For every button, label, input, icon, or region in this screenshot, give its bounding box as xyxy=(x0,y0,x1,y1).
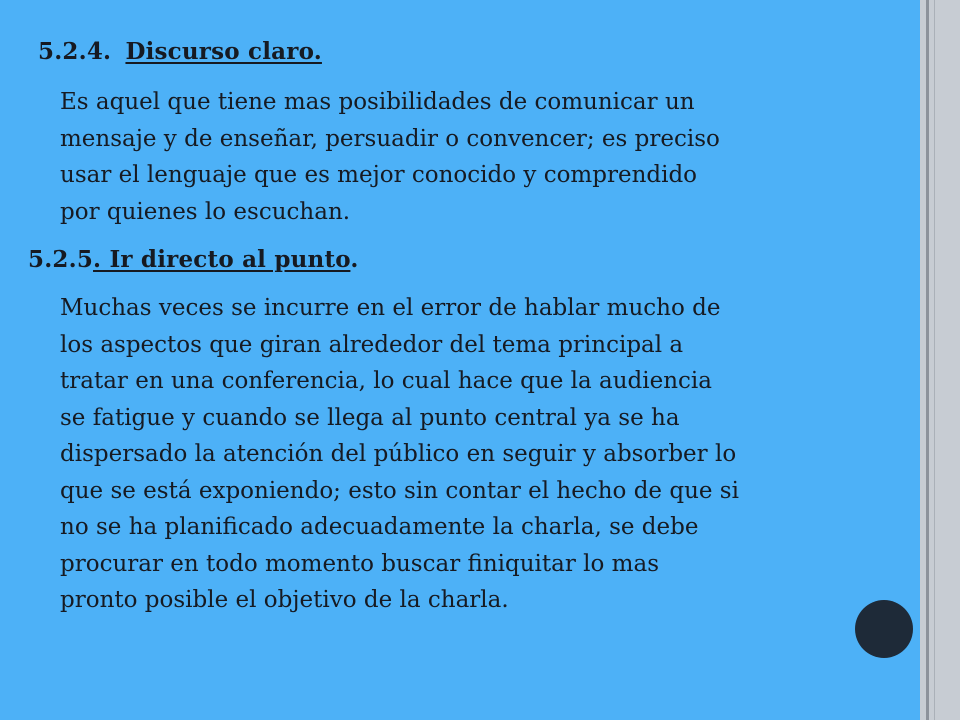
section-number: 5.2.4. xyxy=(38,38,112,65)
section-heading-5-2-4 xyxy=(38,38,322,65)
paragraph-line: Muchas veces se incurre en el error de hablar mucho de xyxy=(60,295,721,321)
section-title: . Ir directo al punto xyxy=(93,246,351,273)
slide-right-border xyxy=(920,0,960,720)
paragraph-line: mensaje y de enseñar, persuadir o convencer; es preciso xyxy=(60,125,720,152)
paragraph-line: tratar en una conferencia, lo cual hace que la audiencia xyxy=(60,368,712,394)
section-title: Discurso claro. xyxy=(125,38,322,65)
paragraph-discurso-claro xyxy=(60,84,910,230)
section-title-period: . xyxy=(350,246,359,273)
paragraph-line: se fatigue y cuando se llega al punto central ya se ha xyxy=(60,404,680,431)
section-number: 5.2.5 xyxy=(28,246,94,273)
section-heading-5-2-5 xyxy=(28,246,359,273)
paragraph-line: procurar en todo momento buscar finiquitar lo mas xyxy=(60,550,660,577)
border-line xyxy=(934,0,935,720)
paragraph-line: no se ha planificado adecuadamente la charla, se debe xyxy=(60,514,699,540)
paragraph-ir-directo xyxy=(60,290,910,619)
paragraph-line: por quienes lo escuchan. xyxy=(60,198,351,225)
paragraph-line: los aspectos que giran alrededor del tema principal a xyxy=(60,331,684,358)
paragraph-line: dispersado la atención del público en seguir y absorber lo xyxy=(60,441,737,467)
decorative-dot xyxy=(855,600,913,658)
paragraph-line: Es aquel que tiene mas posibilidades de comunicar un xyxy=(60,89,695,115)
paragraph-line: que se está exponiendo; esto sin contar el hecho de que si xyxy=(60,477,739,504)
paragraph-line: pronto posible el objetivo de la charla. xyxy=(60,587,509,613)
paragraph-line: usar el lenguaje que es mejor conocido y comprendido xyxy=(60,162,698,188)
border-line xyxy=(926,0,929,720)
